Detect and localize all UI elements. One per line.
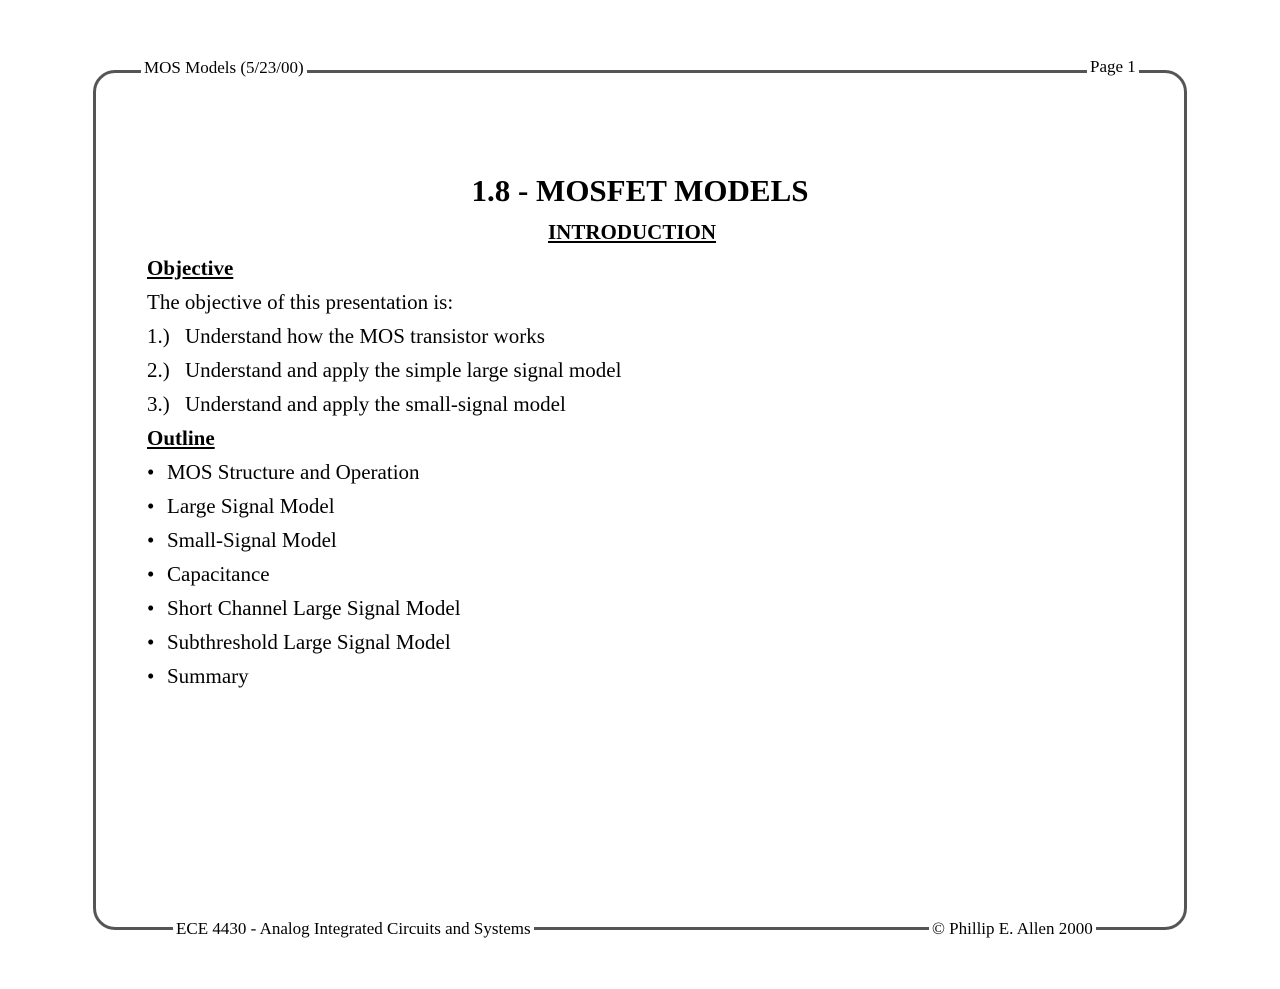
bullet-icon: • (147, 596, 155, 620)
outline-item (147, 489, 1127, 523)
objective-item-text: Understand how the MOS transistor works (185, 324, 545, 348)
objective-item (147, 387, 1127, 421)
bullet-icon: • (147, 630, 155, 654)
footer-course-title: ECE 4430 - Analog Integrated Circuits and Systems (173, 919, 534, 939)
objective-item (147, 319, 1127, 353)
bullet-icon: • (147, 664, 155, 688)
outline-item (147, 659, 1127, 693)
slide-content (147, 251, 1127, 693)
objective-item-number: 2.) (147, 358, 170, 382)
bullet-icon: • (147, 562, 155, 586)
outline-item (147, 591, 1127, 625)
outline-item (147, 625, 1127, 659)
objective-item (147, 353, 1127, 387)
footer-copyright: © Phillip E. Allen 2000 (929, 919, 1096, 939)
outline-item (147, 455, 1127, 489)
outline-heading: Outline (147, 426, 215, 450)
outline-item-text: Subthreshold Large Signal Model (167, 630, 451, 654)
objective-item-text: Understand and apply the simple large signal model (185, 358, 622, 382)
objective-heading: Objective (147, 256, 234, 280)
outline-item-text: Short Channel Large Signal Model (167, 596, 461, 620)
outline-item (147, 523, 1127, 557)
outline-item-text: MOS Structure and Operation (167, 460, 420, 484)
bullet-icon: • (147, 460, 155, 484)
header-course-label: MOS Models (5/23/00) (141, 58, 307, 78)
slide-title: 1.8 - MOSFET MODELS (471, 173, 809, 208)
bullet-icon: • (147, 528, 155, 552)
objective-item-text: Understand and apply the small-signal model (185, 392, 566, 416)
outline-item-text: Large Signal Model (167, 494, 335, 518)
outline-item (147, 557, 1127, 591)
objective-item-number: 1.) (147, 324, 170, 348)
slide-subtitle: INTRODUCTION (548, 220, 717, 244)
objective-item-number: 3.) (147, 392, 170, 416)
objective-intro: The objective of this presentation is: (147, 290, 454, 314)
outline-item-text: Capacitance (167, 562, 270, 586)
page-number: Page 1 (1087, 57, 1139, 77)
bullet-icon: • (147, 494, 155, 518)
outline-item-text: Small-Signal Model (167, 528, 337, 552)
outline-item-text: Summary (167, 664, 249, 688)
